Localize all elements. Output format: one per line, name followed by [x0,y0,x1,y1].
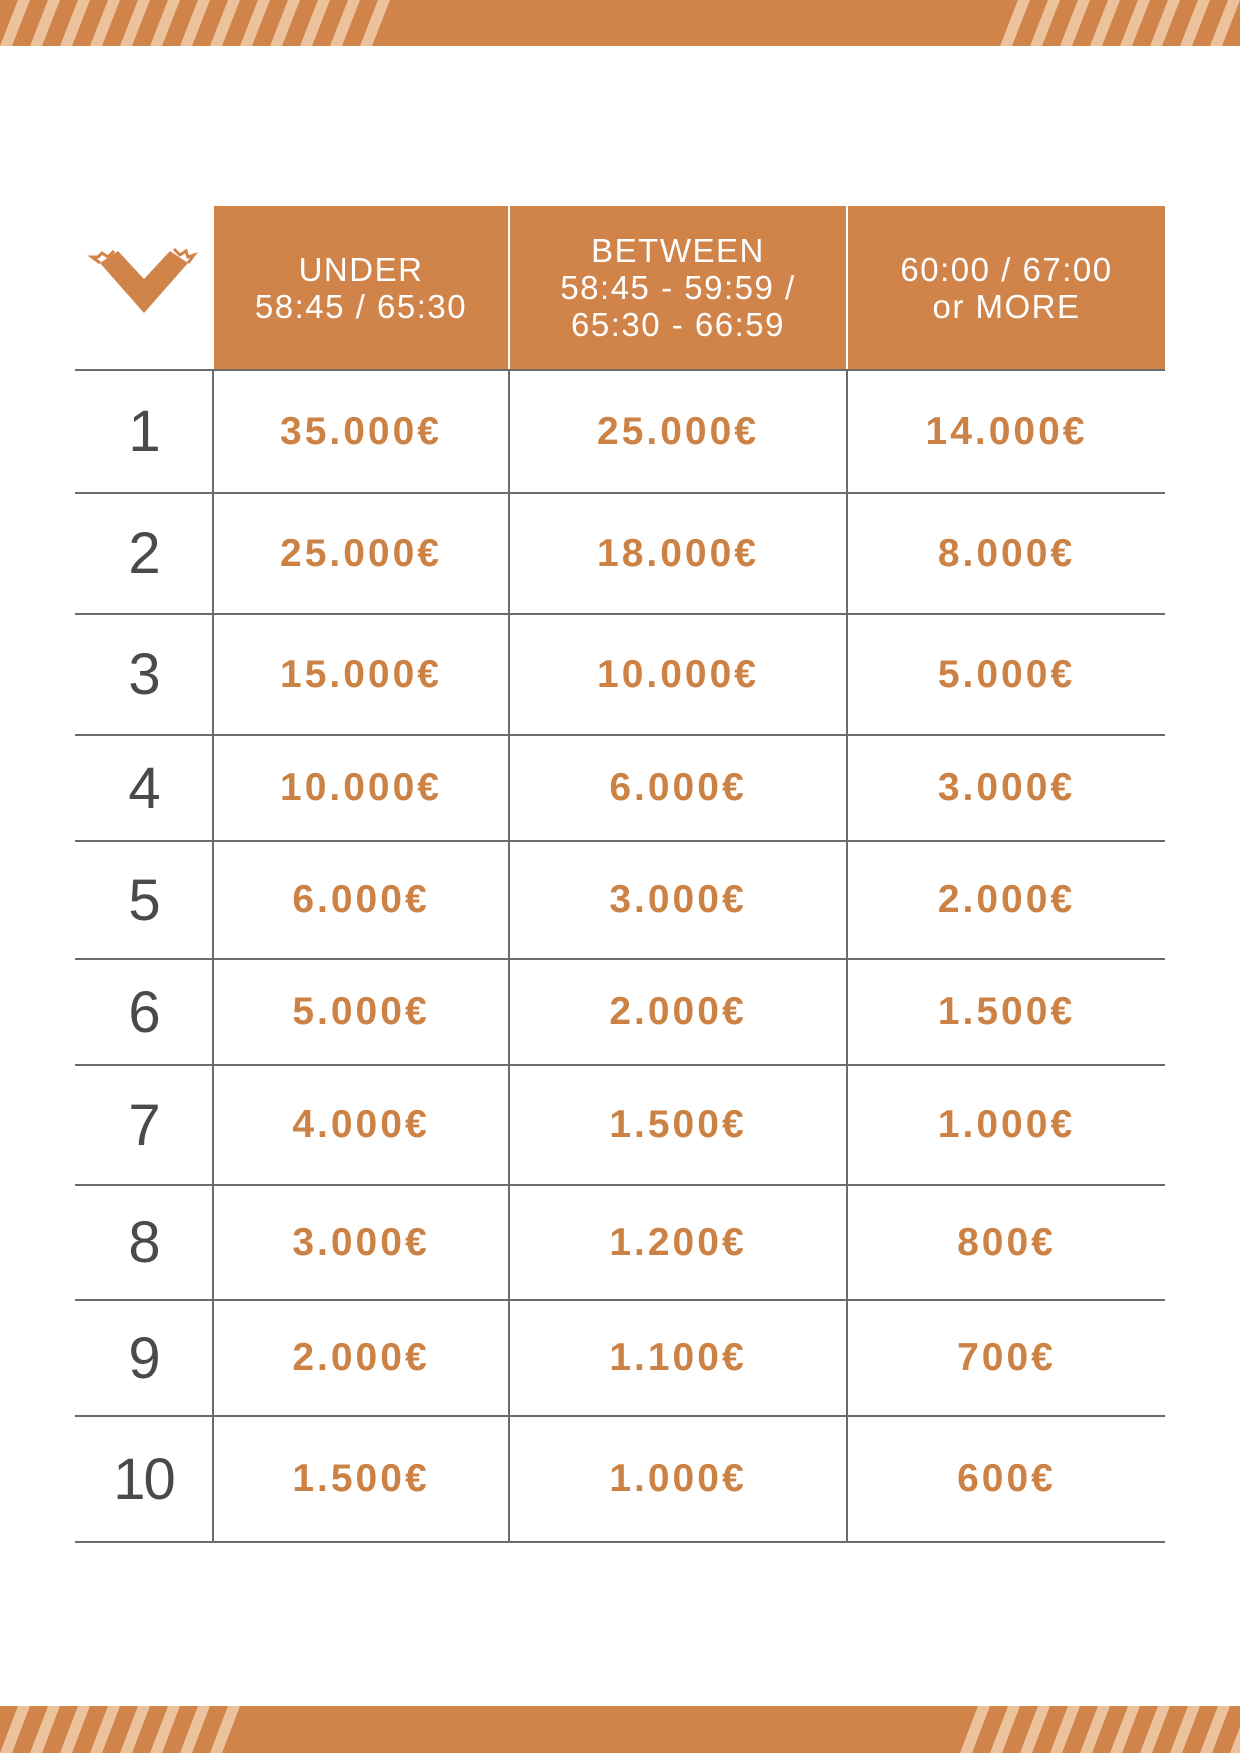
amount-cell: 8.000€ [847,493,1165,614]
amount-cell: 5.000€ [213,959,509,1065]
header-line: 58:45 - 59:59 / [560,269,796,306]
amount-cell: 2.000€ [213,1300,509,1416]
header-line: UNDER [298,250,424,288]
amount-cell: 1.200€ [509,1185,847,1300]
header-line: or MORE [932,287,1081,325]
table-row [75,841,1165,959]
position-cell: 10 [75,1416,213,1542]
amount-cell: 2.000€ [847,841,1165,959]
amount-cell: 35.000€ [213,370,509,493]
amount-cell: 6.000€ [509,735,847,841]
amount-cell: 10.000€ [509,614,847,735]
header-row [75,206,1165,370]
amount-cell: 4.000€ [213,1065,509,1185]
amount-cell: 800€ [847,1185,1165,1300]
position-cell: 7 [75,1065,213,1185]
logo [75,206,213,370]
position-cell: 4 [75,735,213,841]
prize-money-table [75,206,1165,1543]
amount-cell: 2.000€ [509,959,847,1065]
amount-cell: 1.100€ [509,1300,847,1416]
amount-cell: 18.000€ [509,493,847,614]
header-between [509,206,847,370]
amount-cell: 3.000€ [509,841,847,959]
position-cell: 6 [75,959,213,1065]
table-row [75,493,1165,614]
header-or-more [847,206,1165,370]
amount-cell: 1.500€ [847,959,1165,1065]
amount-cell: 14.000€ [847,370,1165,493]
header-line: 65:30 - 66:59 [571,306,785,343]
position-cell: 8 [75,1185,213,1300]
amount-cell: 3.000€ [847,735,1165,841]
table-row [75,959,1165,1065]
table-row [75,614,1165,735]
header-line: 60:00 / 67:00 [900,250,1113,288]
amount-cell: 10.000€ [213,735,509,841]
table-row [75,370,1165,493]
table-row [75,1185,1165,1300]
table-row [75,1065,1165,1185]
amount-cell: 1.000€ [509,1416,847,1542]
amount-cell: 5.000€ [847,614,1165,735]
position-cell: 1 [75,370,213,493]
position-cell: 3 [75,614,213,735]
amount-cell: 1.500€ [213,1416,509,1542]
header-under [213,206,509,370]
chevron-down-icon [88,245,200,325]
amount-cell: 600€ [847,1416,1165,1542]
amount-cell: 700€ [847,1300,1165,1416]
top-decorative-band [0,0,1240,46]
amount-cell: 15.000€ [213,614,509,735]
position-cell: 9 [75,1300,213,1416]
header-line: 58:45 / 65:30 [254,287,468,325]
table-row [75,1300,1165,1416]
bottom-decorative-band [0,1706,1240,1753]
amount-cell: 25.000€ [509,370,847,493]
position-cell: 2 [75,493,213,614]
amount-cell: 3.000€ [213,1185,509,1300]
position-cell: 5 [75,841,213,959]
amount-cell: 1.000€ [847,1065,1165,1185]
amount-cell: 6.000€ [213,841,509,959]
amount-cell: 25.000€ [213,493,509,614]
table-row [75,735,1165,841]
bottom-stripes [0,1706,1240,1753]
amount-cell: 1.500€ [509,1065,847,1185]
header-line: BETWEEN [591,232,765,269]
top-stripes [0,0,1240,46]
table-row [75,1416,1165,1542]
